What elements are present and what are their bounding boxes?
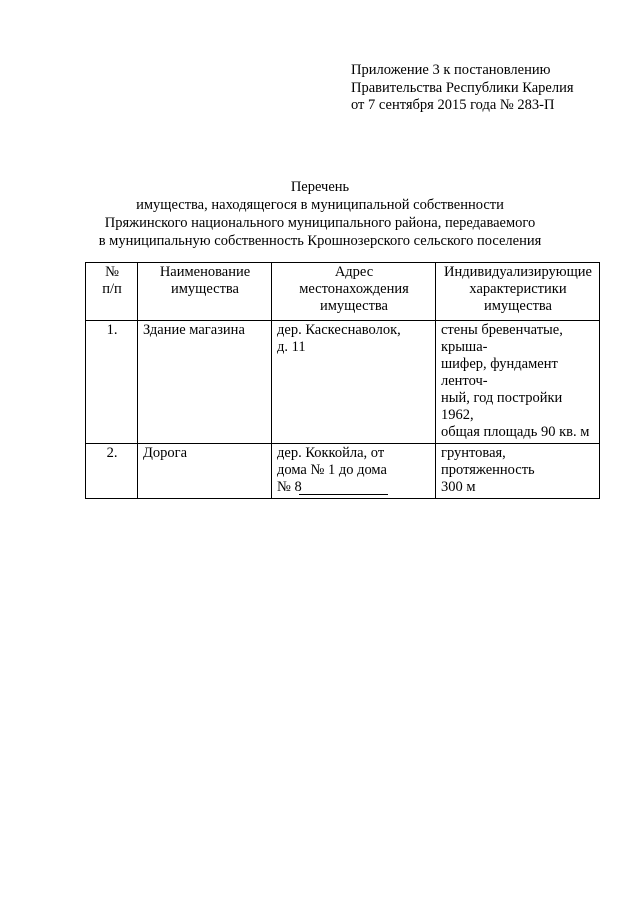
row-characteristics xyxy=(436,321,600,444)
row-number: 1. xyxy=(86,321,138,444)
title-line: имущества, находящегося в муниципальной собственности xyxy=(136,197,504,213)
address-line: № 8 xyxy=(277,479,302,495)
header-text: Адрес xyxy=(334,264,374,280)
header-address xyxy=(272,263,436,321)
property-table xyxy=(85,262,600,499)
address-line: дер. Каскеснаволок, xyxy=(277,322,401,338)
document-title xyxy=(0,178,640,250)
table-header-row xyxy=(86,263,600,321)
appendix-line: от 7 сентября 2015 года № 283-П xyxy=(351,97,555,113)
header-text: местонахождения xyxy=(299,281,409,297)
row-number: 2. xyxy=(86,444,138,499)
appendix-line: Приложение 3 к постановлению xyxy=(351,62,551,78)
row-name: Здание магазина xyxy=(138,321,272,444)
header-text: имущества xyxy=(319,298,388,314)
characteristics-line: 300 м xyxy=(441,479,476,495)
address-line: дома № 1 до дома xyxy=(277,462,387,478)
header-text: характеристики имущества xyxy=(469,281,567,314)
title-heading: Перечень xyxy=(290,179,350,195)
title-line: в муниципальную собственность Крошнозерского сельского поселения xyxy=(98,233,542,249)
appendix-note xyxy=(351,62,574,115)
header-name xyxy=(138,263,272,321)
address-line: д. 11 xyxy=(277,339,306,355)
header-number xyxy=(86,263,138,321)
table-row xyxy=(86,444,600,499)
title-line: Пряжинского национального муниципального района, передаваемого xyxy=(104,215,536,231)
row-address xyxy=(272,321,436,444)
address-line: дер. Коккойла, от xyxy=(277,445,385,461)
header-text: Наименование xyxy=(159,264,251,280)
end-separator-line xyxy=(299,494,388,495)
characteristics-line: стены бревенчатые, крыша- xyxy=(441,322,563,355)
characteristics-line: грунтовая, протяженность xyxy=(441,445,535,478)
header-characteristics xyxy=(436,263,600,321)
appendix-line: Правительства Республики Карелия xyxy=(351,79,574,96)
header-text: имущества xyxy=(170,281,239,297)
header-text: Индивидуализирующие xyxy=(444,264,592,280)
row-address xyxy=(272,444,436,499)
characteristics-line: шифер, фундамент ленточ- xyxy=(441,356,558,389)
characteristics-line: общая площадь 90 кв. м xyxy=(441,424,590,440)
row-characteristics xyxy=(436,444,600,499)
row-name: Дорога xyxy=(138,444,272,499)
header-text: п/п xyxy=(102,281,122,297)
table-row xyxy=(86,321,600,444)
header-text: № xyxy=(105,264,119,280)
characteristics-line: ный, год постройки 1962, xyxy=(441,390,563,423)
